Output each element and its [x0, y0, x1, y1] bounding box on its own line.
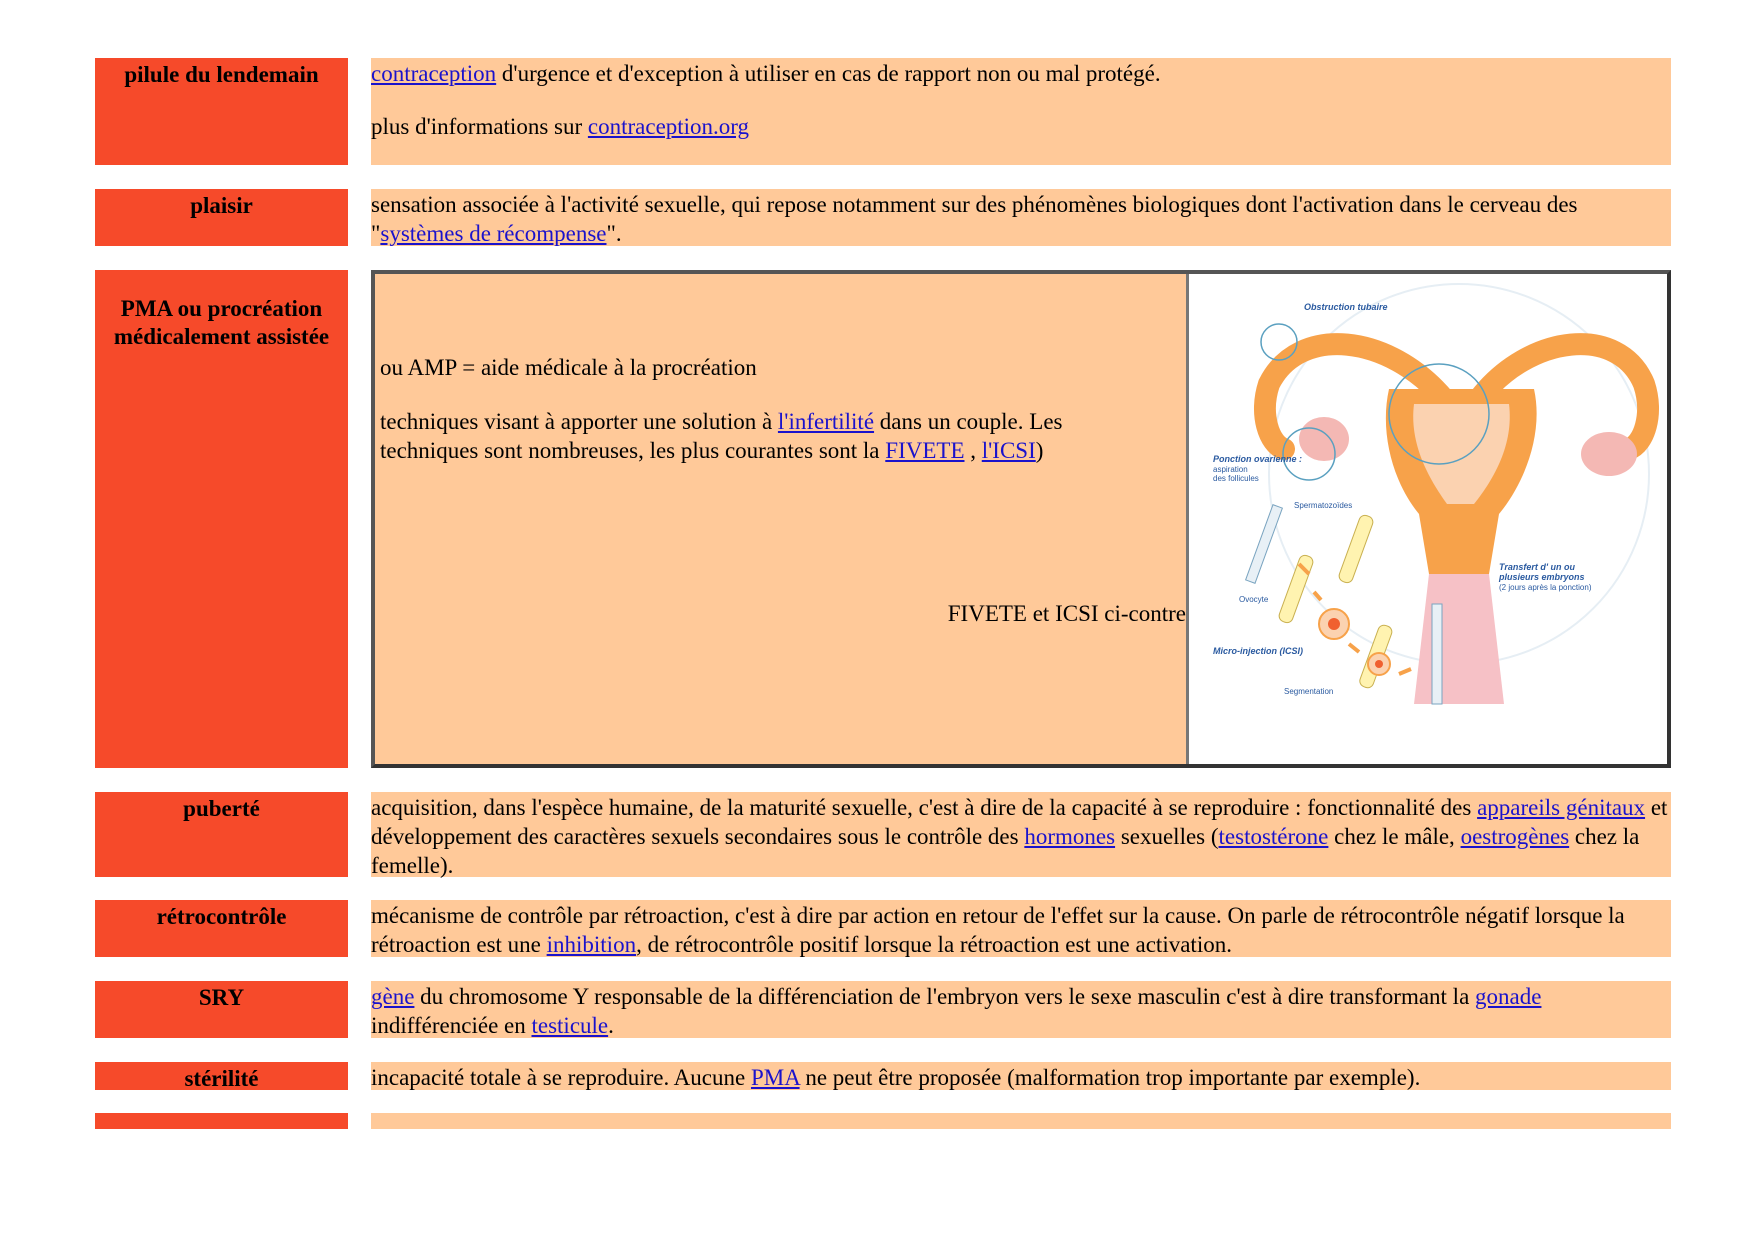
definition-text: du chromosome Y responsable de la différenciation de l'embryon vers le sexe masculin c'est à dire transformant la [414, 984, 1476, 1009]
fivete-icsi-illustration [1189, 274, 1667, 764]
link-hormones[interactable]: hormones [1024, 824, 1116, 849]
term-puberte [95, 792, 348, 877]
term-retrocontrole [95, 900, 348, 957]
term-label: plaisir [190, 193, 253, 218]
label-transfert-2: plusieurs embryons [1499, 572, 1585, 582]
label-ponction-sub2: des follicules [1213, 474, 1259, 483]
definition-empty [371, 1113, 1671, 1129]
pma-amp-line: ou AMP = aide médicale à la procréation [380, 355, 757, 380]
label-ponction: Ponction ovarienne : [1213, 454, 1303, 464]
definition-sry [371, 981, 1671, 1038]
term-label: stérilité [184, 1066, 259, 1091]
definition-retrocontrole [371, 900, 1671, 957]
close-paren: ) [1035, 438, 1044, 463]
term-label: rétrocontrôle [156, 904, 287, 929]
term-pilule-du-lendemain [95, 58, 348, 165]
separator: , [964, 438, 982, 463]
term-label: pilule du lendemain [124, 62, 319, 87]
label-segmentation: Segmentation [1284, 687, 1334, 696]
term-empty [95, 1113, 348, 1129]
definition-text: plus d'informations sur [371, 114, 588, 139]
pma-text-cell [375, 274, 1189, 764]
link-pma[interactable]: PMA [750, 1065, 800, 1090]
definition-text: techniques visant à apporter une solution à [380, 409, 778, 434]
link-contraception[interactable]: contraception [371, 61, 497, 86]
link-inhibition[interactable]: inhibition [546, 932, 637, 957]
label-transfert-1: Transfert d' un ou [1499, 562, 1575, 572]
definition-plaisir [371, 189, 1671, 246]
label-micro-injection: Micro-injection (ICSI) [1213, 646, 1303, 656]
label-spermatozoides: Spermatozoïdes [1294, 501, 1353, 510]
link-gonade[interactable]: gonade [1475, 984, 1542, 1009]
definition-text: sensation associée à l'activité sexuelle, qui repose notamment sur des phénomènes biologiques dont l'activation dans le cerveau des " [371, 192, 1578, 246]
link-oestrogenes[interactable]: oestrogènes [1460, 824, 1570, 849]
definition-pma [371, 270, 1671, 768]
term-label: SRY [198, 985, 245, 1010]
label-ponction-sub1: aspiration [1213, 465, 1248, 474]
definition-text: dans un couple. Les techniques sont nombreuses, les plus courantes sont la [380, 409, 1063, 463]
link-contraception-org[interactable]: contraception.org [587, 114, 750, 139]
definition-text: ". [606, 221, 622, 246]
term-pma [95, 270, 348, 768]
definition-puberte [371, 792, 1671, 877]
term-sry [95, 981, 348, 1038]
definition-text: incapacité totale à se reproduire. Aucune [371, 1065, 751, 1090]
definition-text: chez le mâle, [1328, 824, 1461, 849]
definition-text: indifférenciée en [371, 1013, 532, 1038]
definition-text: chez la femelle). [371, 824, 1640, 878]
uterus-diagram [1189, 274, 1667, 764]
definition-text: et développement des caractères sexuels secondaires sous le contrôle des [371, 795, 1668, 849]
definition-text: . [608, 1013, 614, 1038]
term-plaisir [95, 189, 348, 246]
label-transfert-3: (2 jours après la ponction) [1499, 583, 1592, 592]
label-obstruction: Obstruction tubaire [1304, 302, 1388, 312]
link-fivete[interactable]: FIVETE [885, 438, 965, 463]
link-gene[interactable]: gène [371, 984, 415, 1009]
definition-sterilite [371, 1062, 1671, 1090]
definition-text: mécanisme de contrôle par rétroaction, c'est à dire par action en retour de l'effet sur la cause. On parle de rétrocontrôle négatif lorsque la rétroaction est une [371, 903, 1625, 957]
link-icsi[interactable]: l'ICSI [981, 438, 1036, 463]
term-sterilite [95, 1062, 348, 1090]
link-systemes-de-recompense[interactable]: systèmes de récompense [380, 221, 607, 246]
pma-figure-note: FIVETE et ICSI ci-contre [947, 601, 1186, 626]
label-ovocyte: Ovocyte [1239, 595, 1269, 604]
definition-text: ne peut être proposée (malformation trop importante par exemple). [799, 1065, 1421, 1090]
link-appareils-genitaux[interactable]: appareils génitaux [1477, 795, 1646, 820]
link-testosterone[interactable]: testostérone [1218, 824, 1329, 849]
link-infertilite[interactable]: l'infertilité [777, 409, 875, 434]
definition-pilule-du-lendemain [371, 58, 1671, 165]
definition-text: , de rétrocontrôle positif lorsque la rétroaction est une activation. [636, 932, 1232, 957]
definition-text: d'urgence et d'exception à utiliser en cas de rapport non ou mal protégé. [496, 61, 1161, 86]
term-label: puberté [183, 796, 260, 821]
definition-text: sexuelles ( [1115, 824, 1219, 849]
link-testicule[interactable]: testicule [531, 1013, 609, 1038]
definition-text: acquisition, dans l'espèce humaine, de la maturité sexuelle, c'est à dire de la capacité à se reproduire : fonctionnalité des [371, 795, 1478, 820]
term-label: PMA ou procréation médicalement assistée [113, 296, 330, 349]
